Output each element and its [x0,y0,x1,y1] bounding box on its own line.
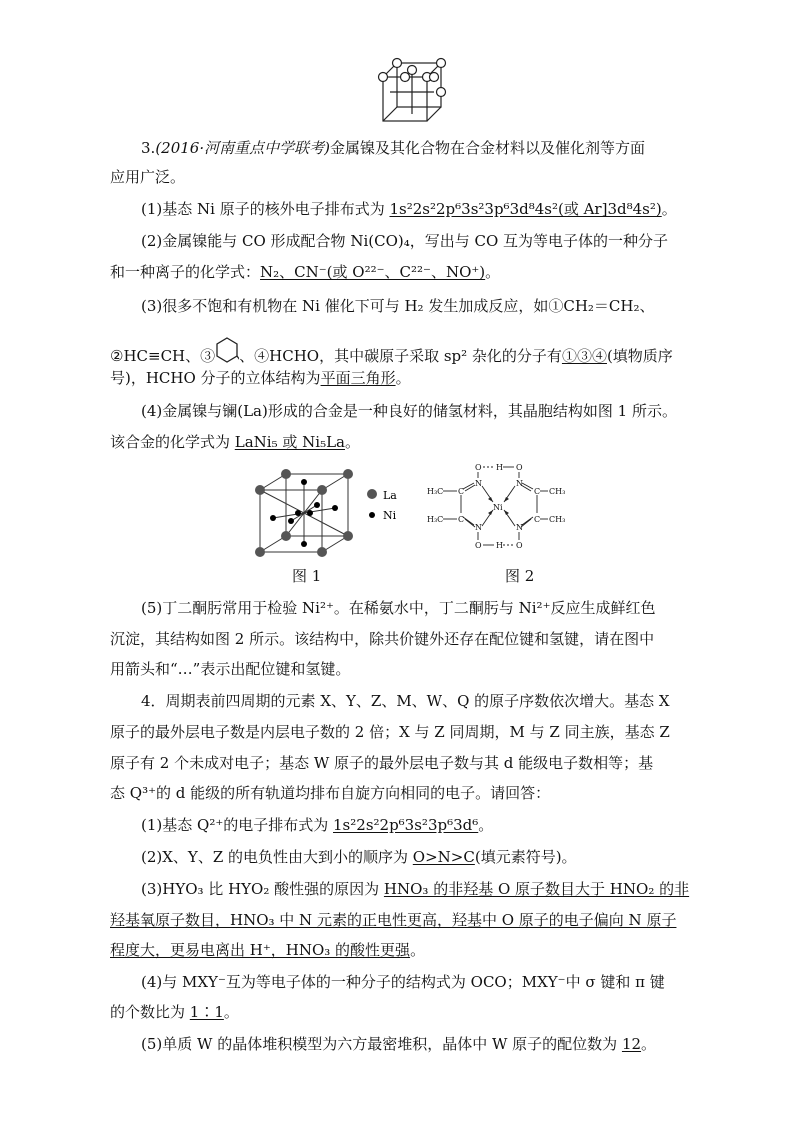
q4-intro-line3: 原子有 2 个未成对电子；基态 W 原子的最外层电子数与其 d 能级电子数相等；基 [110,754,654,772]
q3-part2-line1: (2)金属镍能与 CO 形成配合物 Ni(CO)₄，写出与 CO 互为等电子体的一种分子 [141,232,669,250]
q4-part3-line2 [110,910,676,930]
figure-1-crystal-cell [250,468,410,560]
q4-part4-line2: 的个数比为 1∶1。 [110,1003,239,1021]
q4-part2-answer: O>N>C [412,848,475,866]
q4-part1: (1)基态 Q²⁺的电子排布式为 1s²2s²2p⁶3s²3p⁶3d⁶。 [141,816,494,834]
figure-1-caption: 图 1 [292,567,322,585]
svg-text:Ni: Ni [493,503,503,512]
svg-text:H: H [496,463,503,472]
svg-text:CH₃: CH₃ [549,515,566,524]
svg-text:O: O [475,463,482,472]
svg-text:C: C [534,515,541,524]
svg-text:N: N [475,479,482,488]
q4-part4-line1: (4)与 MXY⁻互为等电子体的一种分子的结构式为 OCO；MXY⁻中 σ 键和 π 键 [141,973,665,991]
q4-part3-answer-b: 羟基氧原子数目，HNO₃ 中 N 元素的正电性更高，羟基中 O 原子的电子偏向 N 原子 [110,911,677,929]
svg-text:N: N [516,523,523,532]
q3-part2-line2: 和一种离子的化学式：N₂、CN⁻(或 O²²⁻、C²²⁻、NO⁺)。 [110,263,501,281]
q3-part4-answer: LaNi₅ 或 Ni₅La [234,433,345,451]
q4-intro-line2: 原子的最外层电子数是内层电子数的 2 倍；X 与 Z 同周期，M 与 Z 同主族，基态 Z [110,723,670,741]
legend-la-label: La [383,489,397,502]
q3-part3-line3: 号)，HCHO 分子的立体结构为平面三角形。 [110,369,411,387]
svg-text:H: H [496,541,503,550]
svg-text:N: N [516,479,523,488]
svg-text:O: O [516,541,523,550]
q3-part1: (1)基态 Ni 原子的核外电子排布式为 1s²2s²2p⁶3s²3p⁶3d⁸4s²(或 Ar]3d⁸4s²)。 [141,200,677,218]
q3-intro-line2: 应用广泛。 [110,168,186,186]
q4-part5: (5)单质 W 的晶体堆积模型为六方最密堆积，晶体中 W 原子的配位数为 12。 [141,1035,657,1053]
q4-part3-line3: 程度大，更易电离出 H⁺，HNO₃ 的酸性更强。 [110,941,426,959]
q3-part3-line1: (3)很多不饱和有机物在 Ni 催化下可与 H₂ 发生加成反应，如①CH₂＝CH₂、 [141,297,655,315]
q3-part5-line3: 用箭头和“…”表示出配位键和氢键。 [110,660,351,678]
q4-part3-answer-a: HNO₃ 的非羟基 O 原子数目大于 HNO₂ 的非 [383,880,690,898]
q3-part4-line2: 该合金的化学式为 LaNi₅ 或 Ni₅La。 [110,433,361,451]
svg-text:H₃C: H₃C [427,487,444,496]
figure-2-nickel-complex [425,458,575,558]
q3-part4-line1: (4)金属镍与镧(La)形成的合金是一种良好的储氢材料，其晶胞结构如图 1 所示。 [141,402,677,420]
legend-ni-label: Ni [383,509,397,522]
svg-text:C: C [458,487,465,496]
q4-part5-answer: 12 [621,1035,642,1053]
figure-2-caption: 图 2 [505,567,535,585]
svg-text:O: O [516,463,523,472]
svg-text:CH₃: CH₃ [549,487,566,496]
benzene-ring-icon [215,337,239,367]
q3-part5-line1: (5)丁二酮肟常用于检验 Ni²⁺。在稀氨水中，丁二酮肟与 Ni²⁺反应生成鲜红色 [141,599,656,617]
svg-text:C: C [458,515,465,524]
svg-text:C: C [534,487,541,496]
q4-part1-answer: 1s²2s²2p⁶3s²3p⁶3d⁶ [333,816,479,834]
svg-text:N: N [475,523,482,532]
q4-intro-line1: 4．周期表前四周期的元素 X、Y、Z、M、W、Q 的原子序数依次增大。基态 X [141,692,670,710]
q3-part2-answer: N₂、CN⁻(或 O²²⁻、C²²⁻、NO⁺) [260,263,486,281]
q3-part3-line2: ②HC≡CH、③ 、④HCHO，其中碳原子采取 sp² 杂化的分子有①③④(填物质序 [110,337,673,367]
q3-part1-answer: 1s²2s²2p⁶3s²3p⁶3d⁸4s²(或 Ar]3d⁸4s²) [389,200,662,218]
q3-part3-answer-a: ①③④ [561,347,607,365]
q3-part5-line2: 沉淀，其结构如图 2 所示。该结构中，除共价键外还存在配位键和氢键，请在图中 [110,630,655,648]
q3-part3-answer-b: 平面三角形 [320,369,396,387]
cube-lattice-figure [375,55,455,127]
q4-part3-answer-c: 程度大，更易电离出 H⁺，HNO₃ 的酸性更强 [110,941,411,959]
q3-intro-line1: 3.(2016·河南重点中学联考)金属镍及其化合物在合金材料以及催化剂等方面 [141,139,645,157]
q4-part2: (2)X、Y、Z 的电负性由大到小的顺序为 O>N>C(填元素符号)。 [141,848,577,866]
q4-part4-answer: 1∶1 [189,1003,224,1021]
q4-part3-line1: (3)HYO₃ 比 HYO₂ 酸性强的原因为 HNO₃ 的非羟基 O 原子数目大于 HNO₂ 的非 [141,880,690,898]
svg-text:O: O [475,541,482,550]
q3-source: (2016·河南重点中学联考) [155,139,330,157]
q4-intro-line4: 态 Q³⁺的 d 能级的所有轨道均排布自旋方向相同的电子。请回答： [110,784,551,802]
svg-text:H₃C: H₃C [427,515,444,524]
